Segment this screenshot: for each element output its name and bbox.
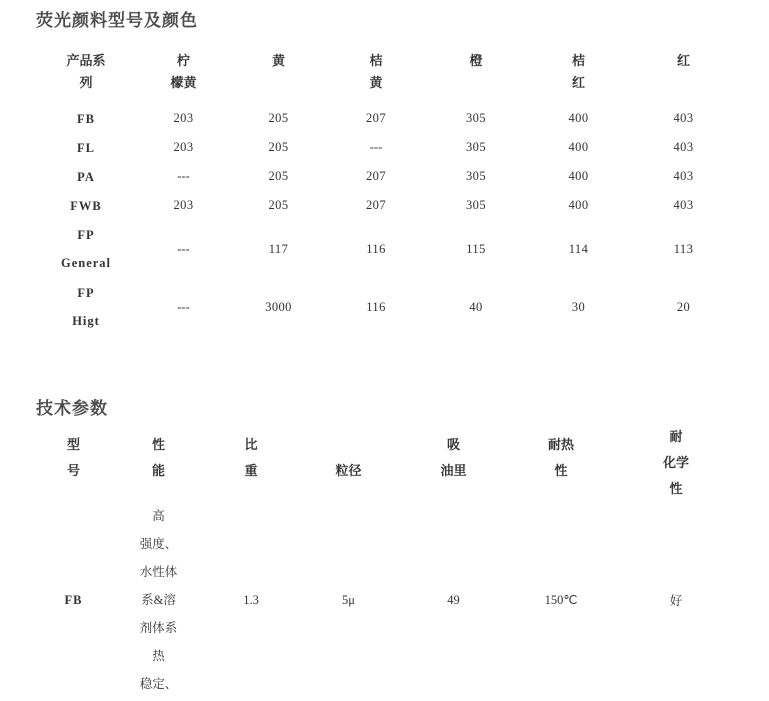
cell-fb-specific-gravity: 1.3 (243, 592, 259, 607)
cell-fb-chemical-resistance: 好 (669, 594, 683, 608)
cell-fwb-yellow: 205 (268, 198, 289, 212)
cell-fp-general-yellow: 117 (268, 241, 289, 256)
column-header-heat-resistance: 耐热 性 (547, 437, 574, 478)
table-row (36, 133, 736, 162)
column-header-series: 产品系 列 (66, 53, 106, 90)
cell-fp-higt-lemon-yellow: --- (177, 299, 190, 314)
cell-fwb-orange: 305 (466, 198, 486, 212)
row-label-fp-higt: FP Higt (72, 286, 100, 328)
cell-fl-red: 403 (673, 140, 694, 154)
column-header-lemon-yellow: 柠 檬黄 (170, 53, 197, 90)
cell-fl-orange-yellow: --- (369, 140, 383, 154)
pigment-model-table (36, 40, 736, 336)
tech-params-table (36, 424, 736, 698)
cell-fp-general-orange-red: 114 (568, 241, 589, 256)
table-row (36, 162, 736, 191)
cell-fb-yellow: 205 (268, 111, 289, 125)
table-header-row (36, 40, 736, 104)
table-row (36, 220, 736, 278)
cell-pa-orange-red: 400 (568, 169, 589, 183)
column-header-chemical-resistance: 耐 化学 性 (662, 429, 689, 496)
cell-fb-performance: 高 强度、 水性体 系&溶 剂体系 热 稳定、 (139, 509, 178, 691)
pigment-model-table-wrapper (36, 40, 736, 336)
column-header-oil-absorption: 吸 油里 (440, 437, 467, 478)
column-header-orange-yellow: 桔 黄 (369, 53, 383, 90)
cell-fp-higt-orange: 40 (469, 299, 483, 314)
cell-fb-orange-red: 400 (568, 111, 589, 125)
cell-fb-orange: 305 (466, 111, 486, 125)
cell-pa-orange-yellow: 207 (366, 169, 386, 183)
column-header-model: 型 号 (66, 437, 80, 478)
row-label-fp-general: FP General (60, 228, 112, 270)
row-label-pa: PA (77, 169, 95, 184)
cell-fwb-orange-yellow: 207 (366, 198, 386, 212)
table-row (36, 278, 736, 336)
column-header-red: 红 (676, 53, 690, 68)
cell-pa-orange: 305 (466, 169, 486, 183)
column-header-orange: 橙 (469, 53, 483, 68)
section-title-pigment-models: 荧光颜料型号及颜色 (36, 11, 198, 30)
column-header-yellow: 黄 (271, 53, 285, 68)
column-header-orange-red: 桔 红 (571, 53, 585, 90)
cell-fp-general-red: 113 (673, 241, 694, 256)
cell-fb-red: 403 (673, 111, 694, 125)
cell-pa-red: 403 (673, 169, 694, 183)
cell-fl-lemon-yellow: 203 (173, 140, 194, 154)
cell-fl-yellow: 205 (268, 140, 289, 154)
cell-fp-general-lemon-yellow: --- (177, 241, 190, 256)
cell-pa-lemon-yellow: --- (177, 169, 190, 183)
cell-fp-higt-orange-red: 30 (571, 299, 586, 314)
cell-fp-higt-orange-yellow: 116 (366, 299, 386, 314)
cell-fwb-lemon-yellow: 203 (173, 198, 194, 212)
cell-fp-general-orange-yellow: 116 (366, 241, 386, 256)
cell-fp-higt-yellow: 3000 (265, 299, 292, 314)
column-header-specific-gravity: 比 重 (244, 437, 258, 478)
cell-fb-particle-size: 5μ (342, 592, 355, 607)
table-row (36, 502, 736, 698)
cell-fl-orange: 305 (466, 140, 486, 154)
column-header-performance: 性 能 (151, 437, 165, 478)
row-label-fwb: FWB (70, 198, 102, 213)
section-title-tech-params: 技术参数 (36, 399, 108, 418)
cell-fp-general-orange: 115 (466, 241, 486, 256)
cell-fb-orange-yellow: 207 (366, 111, 386, 125)
column-header-particle-size: 粒径 (335, 463, 362, 478)
cell-fb-oil-absorption: 49 (447, 592, 460, 607)
tech-params-table-wrapper (36, 424, 736, 698)
cell-fb-heat-resistance: 150℃ (544, 593, 578, 607)
cell-fp-higt-red: 20 (676, 299, 691, 314)
cell-fb-lemon-yellow: 203 (173, 111, 194, 125)
cell-fl-orange-red: 400 (568, 140, 589, 154)
row-label-fb: FB (77, 111, 95, 126)
table-row (36, 191, 736, 220)
table-header-row (36, 424, 736, 502)
row-label-fl: FL (77, 140, 95, 155)
row-label-fb: FB (64, 592, 83, 607)
cell-pa-yellow: 205 (268, 169, 289, 183)
cell-fwb-red: 403 (673, 198, 694, 212)
cell-fwb-orange-red: 400 (568, 198, 589, 212)
table-row (36, 104, 736, 133)
